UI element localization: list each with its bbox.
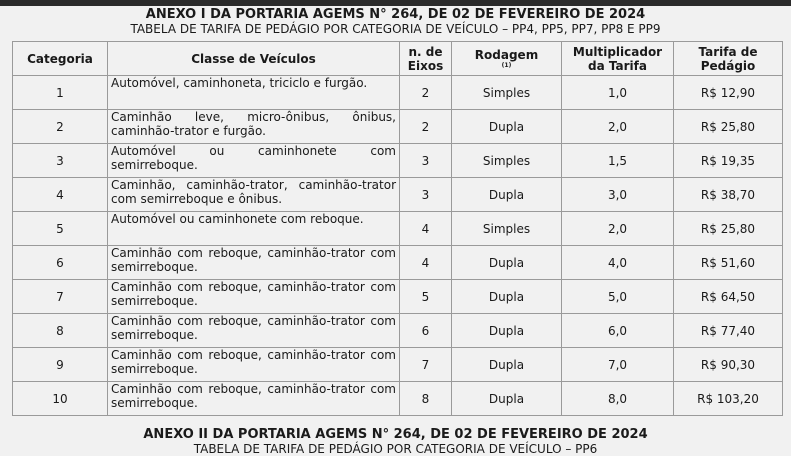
table-row: [13, 382, 783, 416]
cell-categoria: 4: [13, 178, 108, 212]
cell-multiplicador: 2,0: [562, 110, 674, 144]
cell-categoria: 3: [13, 144, 108, 178]
cell-eixos: 5: [400, 280, 452, 314]
cell-rodagem: Simples: [452, 76, 562, 110]
cell-rodagem: Dupla: [452, 246, 562, 280]
cell-categoria: 9: [13, 348, 108, 382]
cell-categoria: 2: [13, 110, 108, 144]
cell-multiplicador: 2,0: [562, 212, 674, 246]
cell-eixos: 6: [400, 314, 452, 348]
cell-categoria: 10: [13, 382, 108, 416]
cell-classe: Caminhão com reboque, caminhão-trator com semirreboque.: [108, 348, 400, 382]
cell-eixos: 4: [400, 212, 452, 246]
annex-subtitle: TABELA DE TARIFA DE PEDÁGIO POR CATEGORIA DE VEÍCULO – PP4, PP5, PP7, PP8 E PP9: [130, 22, 661, 36]
cell-categoria: 1: [13, 76, 108, 110]
cell-multiplicador: 1,0: [562, 76, 674, 110]
cell-eixos: 4: [400, 246, 452, 280]
cell-classe: Caminhão com reboque, caminhão-trator com semirreboque.: [108, 382, 400, 416]
header-rodagem: Rodagem (1): [452, 42, 562, 76]
rodagem-footnote-marker: (1): [501, 61, 512, 69]
cell-tarifa: R$ 64,50: [674, 280, 783, 314]
header-eixos: n. de Eixos: [400, 42, 452, 76]
top-bar: [0, 0, 791, 6]
table-row: [13, 348, 783, 382]
cell-rodagem: Dupla: [452, 178, 562, 212]
table-body: [13, 76, 783, 416]
header-categoria: Categoria: [13, 42, 108, 76]
header-multiplicador: Multiplicador da Tarifa: [562, 42, 674, 76]
cell-tarifa: R$ 103,20: [674, 382, 783, 416]
cell-classe: Caminhão, caminhão-trator, caminhão-trator com semirreboque e ônibus.: [108, 178, 400, 212]
annex-title: ANEXO I DA PORTARIA AGEMS N° 264, DE 02 DE FEVEREIRO DE 2024: [145, 7, 646, 22]
cell-multiplicador: 8,0: [562, 382, 674, 416]
cell-multiplicador: 5,0: [562, 280, 674, 314]
table-header: [13, 42, 783, 76]
cell-rodagem: Dupla: [452, 382, 562, 416]
cell-classe: Caminhão leve, micro-ônibus, ônibus, caminhão-trator e furgão.: [108, 110, 400, 144]
cell-tarifa: R$ 25,80: [674, 110, 783, 144]
cell-eixos: 8: [400, 382, 452, 416]
table-row: [13, 314, 783, 348]
cell-rodagem: Dupla: [452, 280, 562, 314]
cell-tarifa: R$ 90,30: [674, 348, 783, 382]
cell-classe: Automóvel ou caminhonete com semirreboque.: [108, 144, 400, 178]
cell-classe: Caminhão com reboque, caminhão-trator com semirreboque.: [108, 280, 400, 314]
cell-tarifa: R$ 25,80: [674, 212, 783, 246]
cell-multiplicador: 4,0: [562, 246, 674, 280]
cell-eixos: 3: [400, 178, 452, 212]
cell-tarifa: R$ 19,35: [674, 144, 783, 178]
cell-eixos: 2: [400, 76, 452, 110]
annex-ii-subtitle: TABELA DE TARIFA DE PEDÁGIO POR CATEGORIA DE VEÍCULO – PP6: [193, 442, 598, 456]
cell-rodagem: Simples: [452, 144, 562, 178]
cell-classe: Caminhão com reboque, caminhão-trator com semirreboque.: [108, 314, 400, 348]
cell-eixos: 3: [400, 144, 452, 178]
header-classe: Classe de Veículos: [108, 42, 400, 76]
table-row: [13, 280, 783, 314]
cell-multiplicador: 7,0: [562, 348, 674, 382]
cell-multiplicador: 6,0: [562, 314, 674, 348]
table-row: [13, 178, 783, 212]
cell-classe: Caminhão com reboque, caminhão-trator com semirreboque.: [108, 246, 400, 280]
table-row: [13, 212, 783, 246]
table-row: [13, 144, 783, 178]
annex-ii-title: ANEXO II DA PORTARIA AGEMS N° 264, DE 02 DE FEVEREIRO DE 2024: [143, 427, 648, 442]
cell-rodagem: Simples: [452, 212, 562, 246]
table-row: [13, 246, 783, 280]
cell-tarifa: R$ 12,90: [674, 76, 783, 110]
table-row: [13, 76, 783, 110]
cell-categoria: 8: [13, 314, 108, 348]
cell-multiplicador: 1,5: [562, 144, 674, 178]
cell-tarifa: R$ 77,40: [674, 314, 783, 348]
header-tarifa: Tarifa de Pedágio: [674, 42, 783, 76]
cell-categoria: 6: [13, 246, 108, 280]
cell-categoria: 5: [13, 212, 108, 246]
cell-tarifa: R$ 38,70: [674, 178, 783, 212]
cell-classe: Automóvel ou caminhonete com reboque.: [108, 212, 400, 246]
cell-classe: Automóvel, caminhoneta, triciclo e furgão.: [108, 76, 400, 110]
cell-eixos: 7: [400, 348, 452, 382]
cell-rodagem: Dupla: [452, 110, 562, 144]
cell-eixos: 2: [400, 110, 452, 144]
cell-multiplicador: 3,0: [562, 178, 674, 212]
cell-rodagem: Dupla: [452, 348, 562, 382]
table-row: [13, 110, 783, 144]
tariff-table: [12, 41, 783, 416]
cell-rodagem: Dupla: [452, 314, 562, 348]
cell-categoria: 7: [13, 280, 108, 314]
cell-tarifa: R$ 51,60: [674, 246, 783, 280]
